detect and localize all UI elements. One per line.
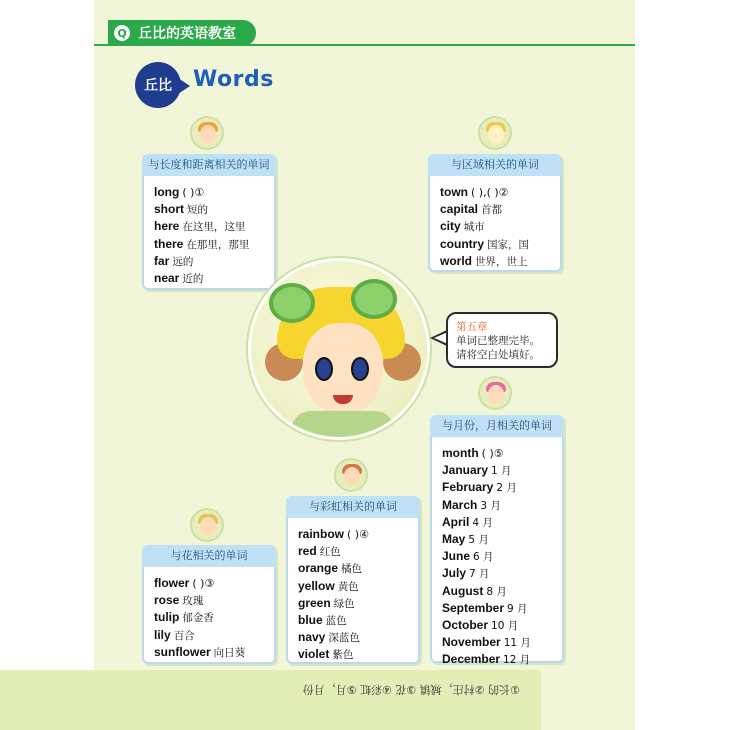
word-row xyxy=(298,560,410,577)
word-chinese: 4 月 xyxy=(472,516,493,529)
card-month xyxy=(430,415,564,667)
word-row xyxy=(440,184,552,201)
word-chinese: 绿色 xyxy=(333,597,355,610)
word-chinese: 12 月 xyxy=(503,654,531,667)
word-chinese: 郁金香 xyxy=(182,612,214,625)
word-chinese: 国家，国 xyxy=(487,238,530,251)
word-chinese: 红色 xyxy=(319,546,341,559)
word-chinese: 近的 xyxy=(182,273,204,286)
word-chinese: 8 月 xyxy=(486,585,507,598)
word-row xyxy=(442,462,554,479)
word-row xyxy=(298,526,410,543)
word-english: May xyxy=(442,532,466,547)
word-chinese: 橘色 xyxy=(341,563,363,576)
blank-number: ① xyxy=(194,186,205,199)
answer-key: ①长的 ②村庄，城镇 ③花 ④彩虹 ⑤月，月份 xyxy=(302,683,520,696)
word-row xyxy=(298,612,410,629)
card-flower-title: 与花相关的单词 xyxy=(142,545,276,567)
word-english: yellow xyxy=(298,578,335,593)
word-row xyxy=(440,236,552,253)
word-english: December xyxy=(442,652,501,667)
word-chinese: 1 月 xyxy=(491,465,512,478)
word-english: November xyxy=(442,635,501,650)
section-title: Words xyxy=(193,67,274,92)
word-row xyxy=(154,592,266,609)
word-row xyxy=(154,201,266,218)
word-english: sunflower xyxy=(154,644,211,659)
word-english: green xyxy=(298,595,331,610)
avatar-owl-icon xyxy=(478,116,512,150)
card-region xyxy=(428,154,562,272)
word-english: October xyxy=(442,618,489,633)
word-chinese: 向日葵 xyxy=(213,646,246,659)
word-english: January xyxy=(442,463,489,478)
word-row xyxy=(298,578,410,595)
word-english: town xyxy=(440,185,468,199)
word-chinese: 玫瑰 xyxy=(182,595,204,608)
word-chinese: 7 月 xyxy=(469,568,490,581)
logo-icon: Q xyxy=(112,23,132,43)
blank-number: ⑤ xyxy=(493,447,504,460)
word-english: orange xyxy=(298,561,339,576)
word-chinese: 9 月 xyxy=(507,602,528,615)
avatar-boy-icon xyxy=(334,458,368,492)
word-row xyxy=(442,531,554,548)
word-chinese: 6 月 xyxy=(473,551,494,564)
avatar-girl-icon xyxy=(190,116,224,150)
word-row xyxy=(442,479,554,496)
word-row xyxy=(298,595,410,612)
word-row xyxy=(154,236,266,253)
word-english: navy xyxy=(298,630,326,645)
answer-blank: ( ) xyxy=(182,186,195,199)
answer-blank: ( ),( ) xyxy=(471,186,499,199)
word-chinese: 深蓝色 xyxy=(328,632,360,645)
word-row xyxy=(298,646,410,663)
word-english: lily xyxy=(154,627,171,642)
card-region-title: 与区域相关的单词 xyxy=(428,154,562,176)
blank-number: ③ xyxy=(204,577,215,590)
word-row xyxy=(440,218,552,235)
word-english: city xyxy=(440,219,461,234)
word-row xyxy=(442,514,554,531)
bubble-line: 单词已整理完毕。 xyxy=(456,335,540,347)
word-row xyxy=(154,644,266,661)
word-row xyxy=(442,600,554,617)
bubble-line: 请将空白处填好。 xyxy=(456,349,540,361)
word-english: April xyxy=(442,514,470,529)
word-chinese: 远的 xyxy=(172,255,194,268)
word-english: world xyxy=(440,253,472,268)
word-english: tulip xyxy=(154,610,180,625)
word-row xyxy=(154,627,266,644)
word-row xyxy=(442,583,554,600)
word-chinese: 2 月 xyxy=(496,482,517,495)
word-english: far xyxy=(154,253,170,268)
word-row xyxy=(442,445,554,462)
avatar-blond-boy-icon xyxy=(190,508,224,542)
word-chinese: 11 月 xyxy=(503,637,531,650)
word-row xyxy=(154,253,266,270)
word-chinese: 3 月 xyxy=(480,499,501,512)
word-row xyxy=(154,609,266,626)
word-english: short xyxy=(154,202,184,217)
word-row xyxy=(298,543,410,560)
word-english: violet xyxy=(298,647,330,662)
word-row xyxy=(440,253,552,270)
word-english: June xyxy=(442,549,471,564)
word-chinese: 百合 xyxy=(173,629,195,642)
word-english: February xyxy=(442,480,494,495)
word-english: March xyxy=(442,497,478,512)
word-row xyxy=(154,218,266,235)
word-english: capital xyxy=(440,202,479,217)
word-english: blue xyxy=(298,613,323,628)
word-chinese: 首都 xyxy=(481,204,503,217)
word-english: month xyxy=(442,446,479,460)
word-chinese: 世界，世上 xyxy=(475,255,528,268)
header-title: 丘比的英语教室 xyxy=(138,26,236,42)
badge-pointer-icon xyxy=(178,78,190,94)
word-row xyxy=(298,629,410,646)
word-chinese: 5 月 xyxy=(468,534,489,547)
word-chinese: 在这里，这里 xyxy=(182,221,246,234)
card-length xyxy=(142,154,276,290)
card-rainbow-title: 与彩虹相关的单词 xyxy=(286,496,420,518)
word-english: near xyxy=(154,271,180,286)
word-chinese: 黄色 xyxy=(337,580,359,593)
section-badge: 丘比 xyxy=(135,62,181,108)
word-english: here xyxy=(154,219,180,234)
avatar-pink-girl-icon xyxy=(478,376,512,410)
word-english: September xyxy=(442,600,505,615)
mascot-illustration xyxy=(248,258,430,440)
answer-blank: ( ) xyxy=(481,447,494,460)
card-month-title: 与月份，月相关的单词 xyxy=(430,415,564,437)
word-chinese: 10 月 xyxy=(491,620,519,633)
word-row xyxy=(440,201,552,218)
word-row xyxy=(154,184,266,201)
word-row xyxy=(442,565,554,582)
word-chinese: 短的 xyxy=(187,204,208,217)
word-row xyxy=(442,651,554,668)
blank-number: ④ xyxy=(359,528,369,541)
word-english: rose xyxy=(154,593,180,608)
word-row xyxy=(442,548,554,565)
word-chinese: 蓝色 xyxy=(325,615,347,628)
bubble-chapter: 第五章 xyxy=(456,321,488,333)
word-row xyxy=(154,575,266,592)
answer-strip xyxy=(0,670,541,730)
word-row xyxy=(442,617,554,634)
word-english: red xyxy=(298,544,317,559)
word-chinese: 城市 xyxy=(463,221,485,234)
card-flower xyxy=(142,545,276,664)
answer-blank: ( ) xyxy=(347,528,360,541)
word-english: country xyxy=(440,236,485,251)
word-chinese: 紫色 xyxy=(332,649,354,662)
card-rainbow xyxy=(286,496,420,664)
word-english: flower xyxy=(154,576,190,590)
speech-bubble xyxy=(446,312,558,368)
word-row xyxy=(442,634,554,651)
card-length-title: 与长度和距离相关的单词 xyxy=(142,154,276,176)
answer-blank: ( ) xyxy=(192,577,205,590)
word-english: July xyxy=(442,566,467,581)
word-english: rainbow xyxy=(298,527,345,541)
word-english: long xyxy=(154,185,180,199)
blank-number: ② xyxy=(498,186,509,199)
word-chinese: 在那里，那里 xyxy=(186,238,250,251)
word-row xyxy=(442,497,554,514)
word-english: August xyxy=(442,583,484,598)
word-row xyxy=(154,270,266,287)
word-english: there xyxy=(154,236,184,251)
